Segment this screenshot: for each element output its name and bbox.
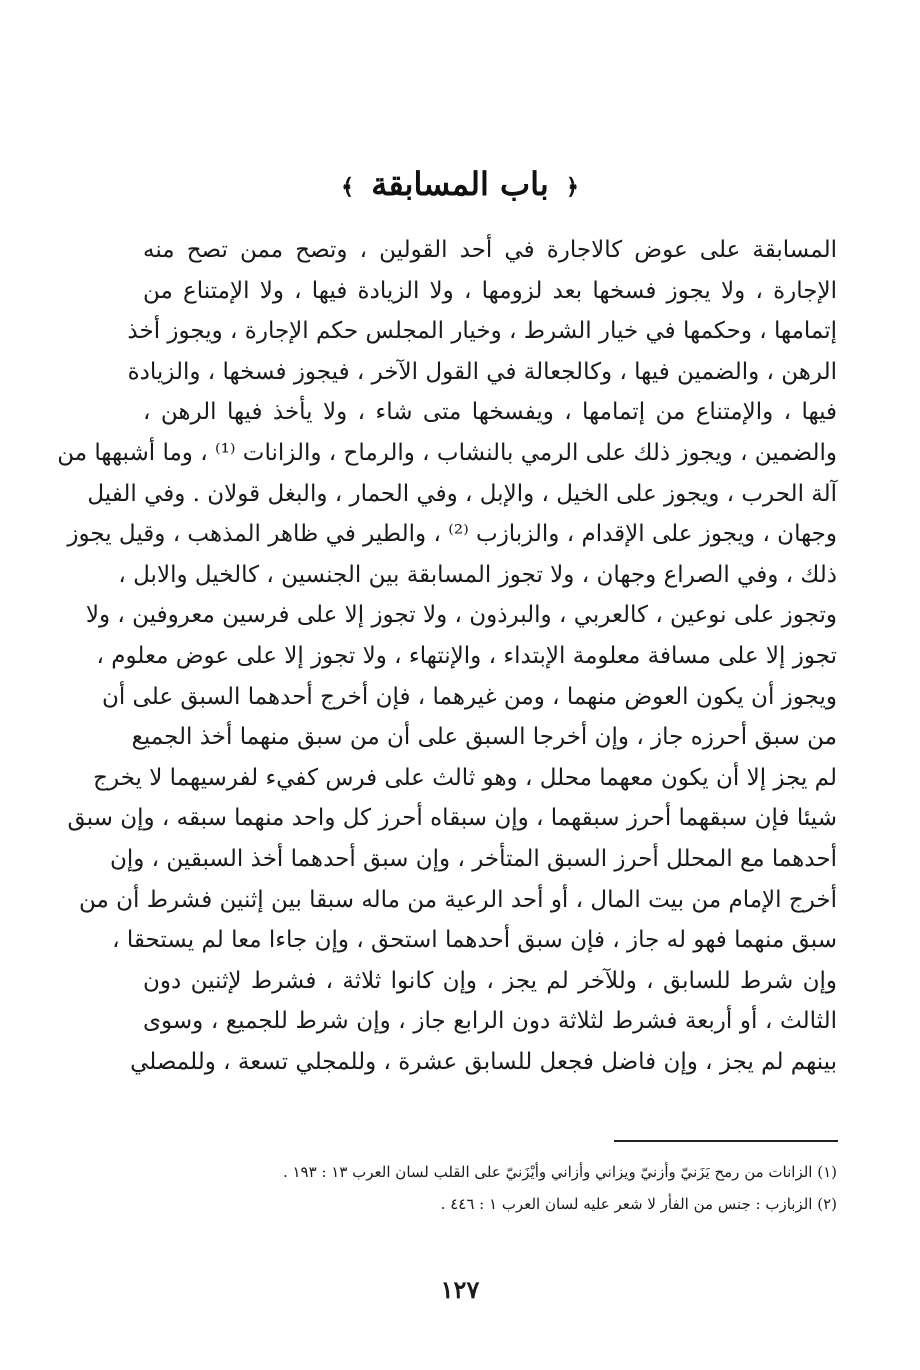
- body-line: شيئا فإن سبقهما أحرز سبقهما ، وإن سبقاه أحرز كل واحد منهما سبقه ، وإن سبق: [67, 805, 837, 832]
- footnotes: [143, 1156, 837, 1220]
- body-line: إتمامها ، وحكمها في خيار الشرط ، وخيار المجلس حكم الإجارة ، ويجوز أخذ: [127, 318, 837, 345]
- body-line: تجوز إلا على مسافة معلومة الإبتداء ، والإنتهاء ، ولا تجوز إلا على عوض معلوم ،: [96, 642, 837, 669]
- footnote-divider: [614, 1140, 838, 1142]
- body-line: والضمين ، ويجوز ذلك على الرمي بالنشاب ، والرماح ، والزانات ⁽¹⁾ ، وما أشبهها من: [57, 439, 837, 466]
- chapter-title: [0, 160, 920, 211]
- body-line: أخرج الإمام من بيت المال ، أو أحد الرعية من ماله سبقا بين إثنين فشرط أن من: [78, 886, 837, 913]
- body-line: وإن شرط للسابق ، وللآخر لم يجز ، وإن كانوا ثلاثة ، فشرط لإثنين دون: [143, 967, 837, 994]
- body-line: بينهم لم يجز ، وإن فاضل فجعل للسابق عشرة ، وللمجلي تسعة ، وللمصلي: [130, 1048, 837, 1075]
- body-line: وجهان ، ويجوز على الإقدام ، والزبازب ⁽²⁾ ، والطير في ظاهر المذهب ، وقيل يجوز: [67, 521, 837, 548]
- body-line: الإجارة ، ولا يجوز فسخها بعد لزومها ، ولا الزيادة فيها ، ولا الإمتناع من: [143, 277, 837, 304]
- chapter-title-text: باب المسابقة: [371, 165, 549, 203]
- body-line: المسابقة على عوض كالاجارة في أحد القولين ، وتصح ممن تصح منه: [143, 237, 837, 263]
- body-line: آلة الحرب ، ويجوز على الخيل ، والإبل ، وفي الحمار ، والبغل قولان . وفي الفيل: [87, 480, 837, 507]
- body-line: ويجوز أن يكون العوض منهما ، ومن غيرهما ، فإن أخرج أحدهما السبق على أن: [101, 683, 837, 710]
- footnote-2: (٢) الزبازب : جنس من الفأر لا شعر عليه لسان العرب ١ : ٤٤٦ .: [440, 1195, 837, 1213]
- body-line: الرهن ، والضمين فيها ، وكالجعالة في القول الآخر ، فيجوز فسخها ، والزيادة: [127, 358, 837, 385]
- page-number: ١٢٧: [440, 1275, 480, 1304]
- body-line: لم يجز إلا أن يكون معهما محلل ، وهو ثالث على فرس كفيء لفرسيهما لا يخرج: [93, 764, 837, 791]
- body-line: أحدهما مع المحلل أحرز السبق المتأخر ، وإن سبق أحدهما أخذ السبقين ، وإن: [109, 845, 837, 872]
- footnote-1: (١) الزانات من رمح يَزَنيّ وأزنيّ ويزاني وأزاني وأيْزَنيّ على القلب لسان العرب ١٣ : ١٩٣ .: [282, 1163, 837, 1181]
- body-line: فيها ، والإمتناع من إتمامها ، ويفسخها متى شاء ، ولا يأخذ فيها الرهن ،: [143, 399, 837, 426]
- body-line: ذلك ، وفي الصراع وجهان ، ولا تجوز المسابقة بين الجنسين ، كالخيل والابل ،: [118, 561, 837, 588]
- body-line: الثالث ، أو أربعة فشرط لثلاثة دون الرابع جاز ، وإن شرط للجميع ، وسوى: [143, 1008, 837, 1035]
- body-text: [57, 230, 837, 1082]
- body-line: وتجوز على نوعين ، كالعربي ، والبرذون ، ولا تجوز إلا على فرسين معروفين ، ولا: [85, 602, 837, 629]
- body-line: من سبق أحرزه جاز ، وإن أخرجا السبق على أن من سبق منهما أخذ الجميع: [131, 724, 837, 751]
- body-line: سبق منهما فهو له جاز ، فإن سبق أحدهما استحق ، وإن جاءا معا لم يستحقا ،: [112, 927, 837, 954]
- ornament-right-icon: ﴿: [565, 173, 579, 200]
- ornament-left-icon: ﴾: [341, 173, 355, 200]
